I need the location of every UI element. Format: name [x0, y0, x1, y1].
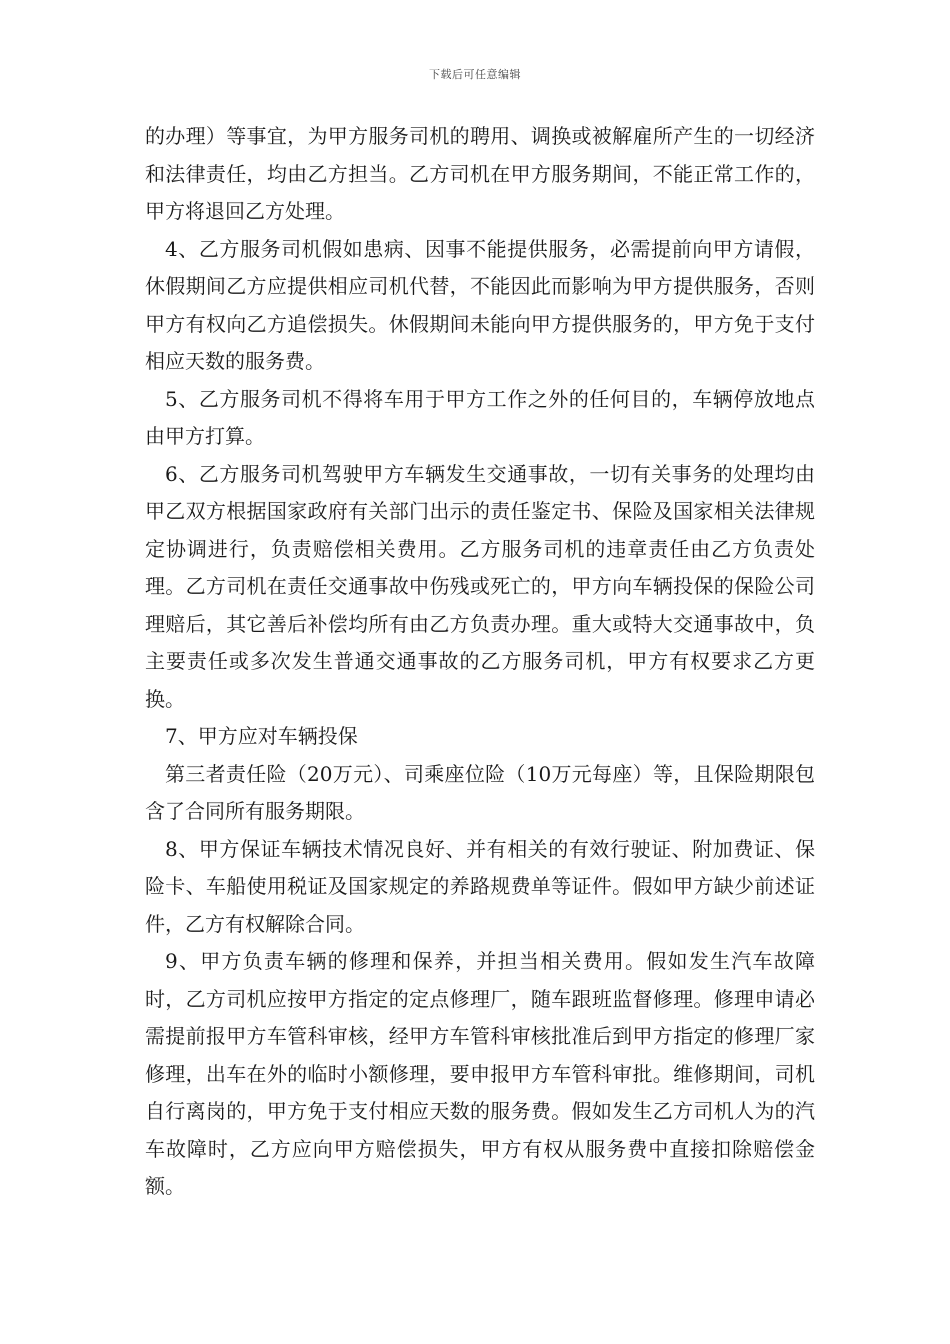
paragraph-continuation: 的办理）等事宜，为甲方服务司机的聘用、调换或被解雇所产生的一切经济和法律责任，均由乙方担当。乙方司机在甲方服务期间，不能正常工作的，甲方将退回乙方处理。: [145, 124, 815, 223]
paragraph-clause-9: 9、甲方负责车辆的修理和保养，并担当相关费用。假如发生汽车故障时，乙方司机应按甲方指定的定点修理厂，随车跟班监督修理。修理申请必需提前报甲方车管科审核，经甲方车管科审核批准后到甲方指定的修理厂家修理，出车在外的临时小额修理，要申报甲方车管科审批。维修期间，司机自行离岗的，甲方免于支付相应天数的服务费。假如发生乙方司机人为的汽车故障时，乙方应向甲方赔偿损失，甲方有权从服务费中直接扣除赔偿金额。: [145, 949, 815, 1198]
paragraph-clause-8: 8、甲方保证车辆技术情况良好、并有相关的有效行驶证、附加费证、保险卡、车船使用税证及国家规定的养路规费单等证件。假如甲方缺少前述证件，乙方有权解除合同。: [145, 836, 815, 936]
paragraph-clause-7: 7、甲方应对车辆投保: [165, 724, 358, 748]
paragraph-clause-7-detail: 第三者责任险（20万元）、司乘座位险（10万元每座）等，且保险期限包含了合同所有服务期限。: [145, 761, 815, 823]
document-body: [145, 118, 815, 1206]
paragraph-clause-4: 4、乙方服务司机假如患病、因事不能提供服务，必需提前向甲方请假，休假期间乙方应提供相应司机代替，不能因此而影响为甲方提供服务，否则甲方有权向乙方追偿损失。休假期间未能向甲方提供服务的，甲方免于支付相应天数的服务费。: [145, 236, 815, 373]
paragraph-clause-6: 6、乙方服务司机驾驶甲方车辆发生交通事故，一切有关事务的处理均由甲乙双方根据国家政府有关部门出示的责任鉴定书、保险及国家相关法律规定协调进行，负责赔偿相关费用。乙方服务司机的违章责任由乙方负责处理。乙方司机在责任交通事故中伤残或死亡的，甲方向车辆投保的保险公司理赔后，其它善后补偿均所有由乙方负责办理。重大或特大交通事故中，负主要责任或多次发生普通交通事故的乙方服务司机，甲方有权要求乙方更换。: [145, 461, 815, 711]
page-header: 下载后可任意编辑: [429, 68, 521, 81]
paragraph-clause-5: 5、乙方服务司机不得将车用于甲方工作之外的任何目的，车辆停放地点由甲方打算。: [145, 386, 815, 448]
